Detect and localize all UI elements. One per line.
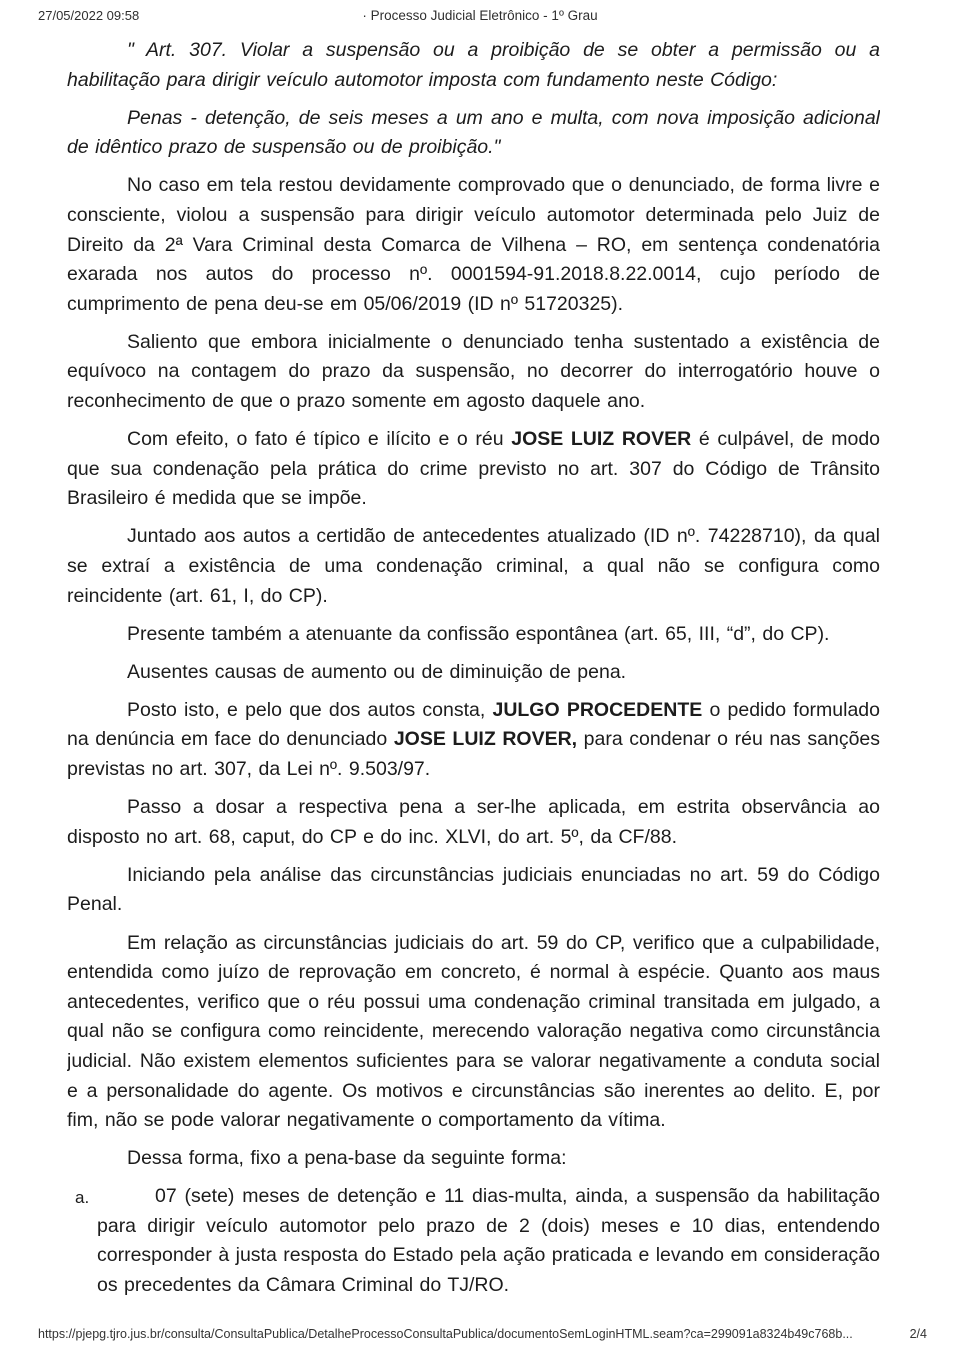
paragraph-text: é culpável, de modo que sua condenação pela prática do crime previsto no art. 307 do Código de Trânsito Brasileiro é medida que se impõe. bbox=[67, 428, 880, 510]
list-item-text: 07 (sete) meses de detenção e 11 dias-multa, ainda, a suspensão da habilitação para dirigir veículo automotor pelo prazo de 2 (dois) meses e 10 dias, entendendo corresponder à justa resposta do Estado pela ação praticada e levando em consideração os precedentes da Câmara Criminal do TJ/RO. bbox=[97, 1185, 880, 1297]
paragraph-text: para condenar o réu nas sanções previstas no art. 307, da Lei nº. 9.503/97. bbox=[67, 728, 880, 781]
footer-url: https://pjepg.tjro.jus.br/consulta/ConsultaPublica/DetalheProcessoConsultaPublica/documentoSemLoginHTML.seam?ca=299091a8324b49c768b... bbox=[38, 1327, 853, 1341]
body-paragraph-circunstancias: Em relação as circunstâncias judiciais do art. 59 do CP, verifico que a culpabilidade, entendida como juízo de reprovação em concreto, é normal à espécie. Quanto aos maus antecedentes, verifico que o réu possui uma condenação criminal transitada em julgado, a qual não se configura como reincidente, merecendo valoração negativa como circunstância judicial. Não existem elementos suficientes para se valorar negativamente a conduta social e a personalidade do agente. Os motivos e circunstâncias são inerentes ao delito. E, por fim, não se pode valorar negativamente o comportamento da vítima. bbox=[67, 931, 880, 1132]
ruling-emphasis: JULGO PROCEDENTE bbox=[492, 698, 703, 721]
body-paragraph-juntado: Juntado aos autos a certidão de antecedentes atualizado (ID nº. 74228710), da qual se extraí a existência de uma condenação criminal, a qual não se configura como reincidente (art. 61, I, do CP). bbox=[67, 525, 880, 607]
document-body bbox=[67, 36, 880, 1312]
paragraph-text: o pedido formulado na denúncia em face do denunciado bbox=[67, 698, 880, 751]
header-datetime: 27/05/2022 09:58 bbox=[38, 8, 140, 23]
defendant-name: JOSE LUIZ ROVER, bbox=[393, 728, 578, 751]
quote-paragraph-penas: Penas - detenção, de seis meses a um ano e multa, com nova imposição adicional de idêntico prazo de suspensão ou de proibição." bbox=[67, 106, 880, 159]
body-paragraph-iniciando: Iniciando pela análise das circunstâncias judiciais enunciadas no art. 59 do Código Penal. bbox=[67, 863, 880, 916]
body-paragraph-saliento: Saliento que embora inicialmente o denunciado tenha sustentado a existência de equívoco na contagem do prazo da suspensão, no decorrer do interrogatório houve o reconhecimento de que o prazo somente em agosto daquele ano. bbox=[67, 330, 880, 413]
header-title: · Processo Judicial Eletrônico - 1º Grau bbox=[362, 8, 598, 23]
clipped-text-line bbox=[67, 1309, 880, 1312]
paragraph-text: Com efeito, o fato é típico e ilícito e o réu bbox=[127, 428, 512, 451]
body-paragraph-julgo-procedente bbox=[67, 696, 880, 785]
body-paragraph-com-efeito bbox=[67, 425, 880, 514]
body-paragraph-caso-em-tela: No caso em tela restou devidamente comprovado que o denunciado, de forma livre e consciente, violou a suspensão para dirigir veículo automotor determinada pelo Juiz de Direito da 2ª Vara Criminal desta Comarca de Vilhena – RO, em sentença condenatória exarada nos autos do processo nº. 0001594-91.2018.8.22.0014, cujo período de cumprimento de pena deu-se em 05/06/2019 (ID nº 51720325). bbox=[67, 174, 880, 315]
quote-paragraph-art-307: " Art. 307. Violar a suspensão ou a proibição de se obter a permissão ou a habilitação para dirigir veículo automotor imposta com fundamento neste Código: bbox=[67, 39, 880, 91]
body-paragraph-ausentes: Ausentes causas de aumento ou de diminuição de pena. bbox=[127, 660, 627, 683]
list-item-a bbox=[75, 1182, 880, 1300]
body-paragraph-presente: Presente também a atenuante da confissão espontânea (art. 65, III, “d”, do CP). bbox=[127, 622, 830, 645]
body-paragraph-dessa-forma: Dessa forma, fixo a pena-base da seguinte forma: bbox=[127, 1147, 567, 1170]
defendant-name: JOSE LUIZ ROVER bbox=[511, 428, 692, 451]
list-item-marker: a. bbox=[75, 1188, 90, 1208]
paragraph-text: Posto isto, e pelo que dos autos consta, bbox=[127, 698, 493, 721]
body-paragraph-passo-a-dosar: Passo a dosar a respectiva pena a ser-lhe aplicada, em estrita observância ao disposto no art. 68, caput, do CP e do inc. XLVI, do art. 5º, da CF/88. bbox=[67, 796, 880, 848]
page-number: 2/4 bbox=[909, 1327, 927, 1341]
